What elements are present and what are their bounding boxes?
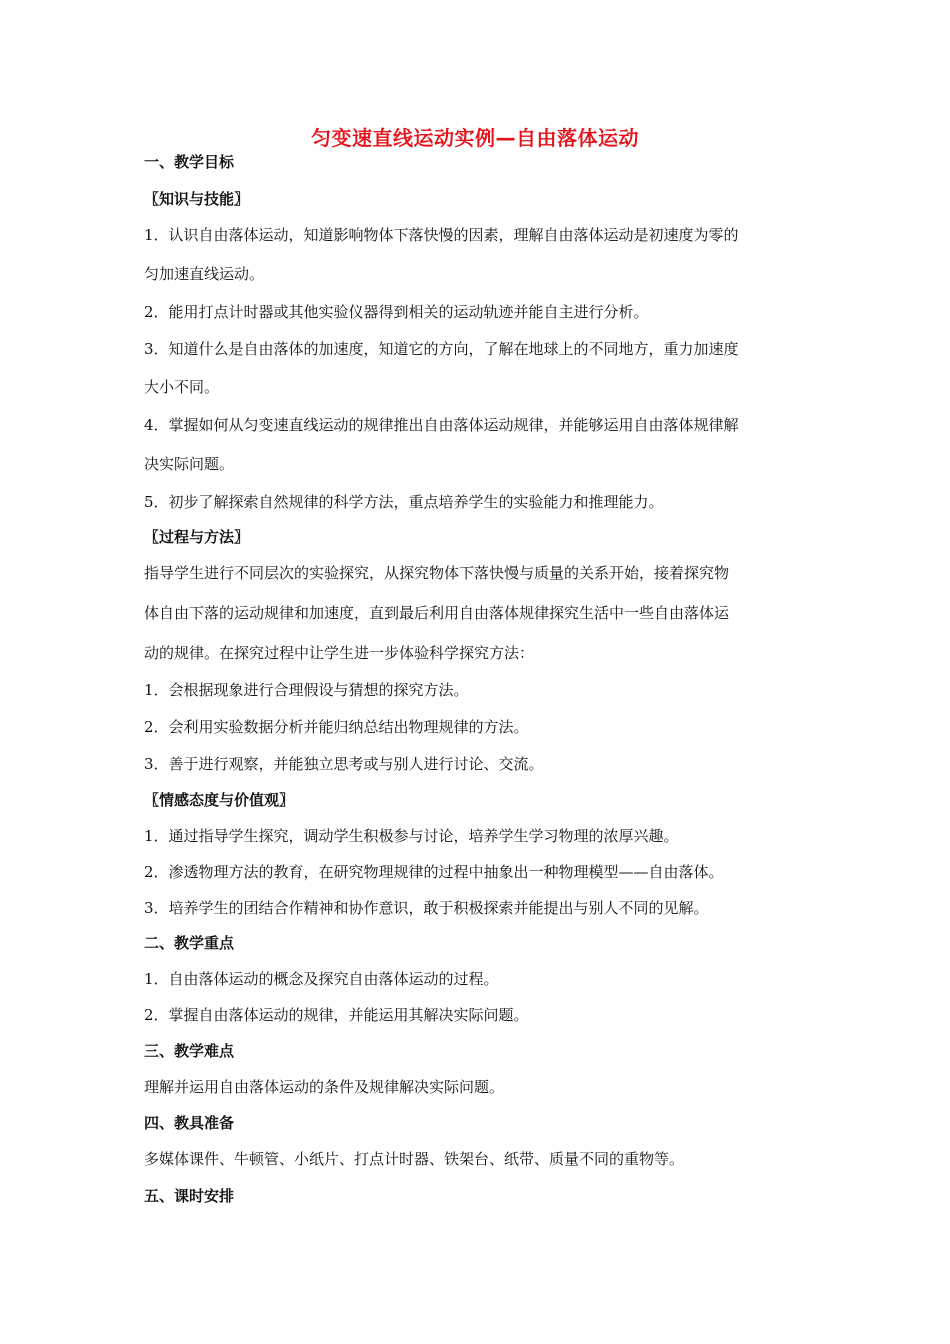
section-heading-schedule: 五、课时安排: [144, 1187, 235, 1205]
subheading-attitude: 〖情感态度与价值观〗: [144, 791, 295, 809]
knowledge-line: 大小不同。: [144, 378, 220, 396]
knowledge-line: 3．知道什么是自由落体的加速度，知道它的方向，了解在地球上的不同地方，重力加速度: [144, 340, 739, 358]
process-line: 动的规律。在探究过程中让学生进一步体验科学探究方法：: [144, 644, 535, 662]
materials-line: 多媒体课件、牛顿管、小纸片、打点计时器、铁架台、纸带、质量不同的重物等。: [144, 1150, 685, 1168]
process-line: 1．会根据现象进行合理假设与猜想的探究方法。: [144, 681, 469, 699]
section-heading-difficulties: 三、教学难点: [144, 1042, 235, 1060]
document-title: 匀变速直线运动实例—自由落体运动: [311, 126, 639, 150]
process-line: 指导学生进行不同层次的实验探究，从探究物体下落快慢与质量的关系开始，接着探究物: [144, 564, 730, 582]
section-heading-key-points: 二、教学重点: [144, 934, 235, 952]
section-heading-goals: 一、教学目标: [144, 153, 235, 171]
knowledge-line: 2．能用打点计时器或其他实验仪器得到相关的运动轨迹并能自主进行分析。: [144, 303, 649, 321]
knowledge-line: 4．掌握如何从匀变速直线运动的规律推出自由落体运动规律，并能够运用自由落体规律解: [144, 416, 739, 434]
subheading-process: 〖过程与方法〗: [144, 528, 250, 546]
knowledge-line: 匀加速直线运动。: [144, 265, 265, 283]
process-line: 2．会利用实验数据分析并能归纳总结出物理规律的方法。: [144, 718, 529, 736]
key-point-line: 1．自由落体运动的概念及探究自由落体运动的过程。: [144, 970, 499, 988]
subheading-knowledge: 〖知识与技能〗: [144, 190, 250, 208]
section-heading-materials: 四、教具准备: [144, 1114, 235, 1132]
attitude-line: 2．渗透物理方法的教育，在研究物理规律的过程中抽象出一种物理模型——自由落体。: [144, 863, 724, 881]
attitude-line: 1．通过指导学生探究，调动学生积极参与讨论，培养学生学习物理的浓厚兴趣。: [144, 827, 679, 845]
difficulty-line: 理解并运用自由落体运动的条件及规律解决实际问题。: [144, 1078, 505, 1096]
process-line: 3．善于进行观察，并能独立思考或与别人进行讨论、交流。: [144, 755, 544, 773]
attitude-line: 3．培养学生的团结合作精神和协作意识，敢于积极探索并能提出与别人不同的见解。: [144, 899, 709, 917]
knowledge-line: 1．认识自由落体运动，知道影响物体下落快慢的因素，理解自由落体运动是初速度为零的: [144, 226, 739, 244]
key-point-line: 2．掌握自由落体运动的规律，并能运用其解决实际问题。: [144, 1006, 529, 1024]
knowledge-line: 5．初步了解探索自然规律的科学方法，重点培养学生的实验能力和推理能力。: [144, 493, 664, 511]
process-line: 体自由下落的运动规律和加速度，直到最后利用自由落体规律探究生活中一些自由落体运: [144, 604, 730, 622]
knowledge-line: 决实际问题。: [144, 455, 235, 473]
